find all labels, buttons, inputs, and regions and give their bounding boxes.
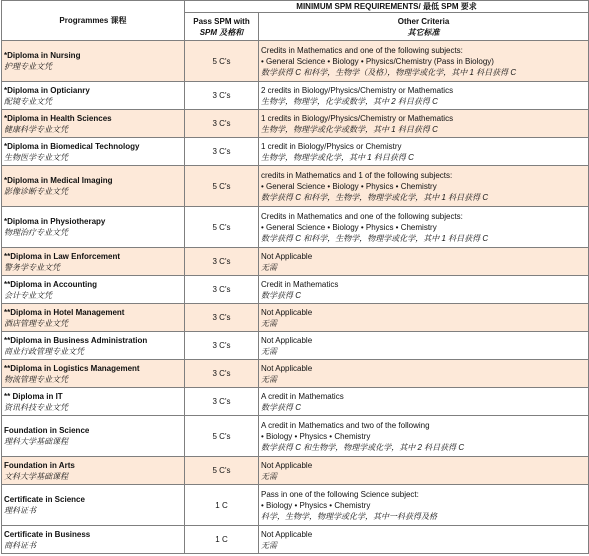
pass-spm-header-en: Pass SPM with [193,16,250,26]
pass-spm-cell: 5 C's [185,166,259,207]
programme-name-zh: 会计专业文凭 [4,290,52,300]
criteria-line: 无需 [261,318,277,328]
criteria-line: 数学获得 C 和科学，生物学，物理学或化学，其中 1 科目获得 C [261,233,489,243]
programme-cell [2,207,185,248]
programme-cell [2,248,185,276]
programme-name-zh: 理科证书 [4,506,36,515]
table-row [2,166,589,207]
programme-name-zh: 物理治疗专业文凭 [4,228,68,237]
programme-cell [2,82,185,110]
criteria-line: 2 credits in Biology/Physics/Chemistry or Mathematics [261,85,454,95]
programme-name-en: *Diploma in Opticianry [4,85,90,95]
programme-cell [2,388,185,416]
min-requirements-header: MINIMUM SPM REQUIREMENTS/ 最低 SPM 要求 [185,1,589,13]
programme-name-zh: 理科大学基础课程 [4,437,68,446]
other-criteria-header-en: Other Criteria [397,16,450,26]
criteria-cell [259,207,589,248]
criteria-cell [259,110,589,138]
pass-spm-header-zh: SPM 及格和 [199,27,244,37]
pass-spm-cell: 3 C's [185,110,259,138]
criteria-line: Credit in Mathematics [261,279,339,289]
criteria-cell [259,248,589,276]
criteria-line: 生物学，物理学或化学，其中 1 科目获得 C [261,152,414,162]
criteria-line: 生物学，物理学或化学或数学，其中 1 科目获得 C [261,124,438,134]
criteria-line: 1 credits in Biology/Physics/Chemistry or Mathematics [261,113,454,123]
programme-name-zh: 资讯科技专业文凭 [4,402,68,412]
criteria-line: 1 credit in Biology/Physics or Chemistry [261,141,402,151]
criteria-line: 数学获得 C [261,402,301,412]
criteria-cell [259,41,589,82]
programme-name-en: **Diploma in Accounting [4,279,98,289]
programme-name-en: **Diploma in Law Enforcement [4,251,121,261]
programme-name-en: *Diploma in Health Sciences [4,113,112,123]
criteria-cell [259,526,589,554]
criteria-line: Not Applicable [261,307,313,317]
pass-spm-cell: 1 C [185,526,259,554]
pass-spm-cell: 3 C's [185,332,259,360]
criteria-line: • Biology • Physics • Chemistry [261,500,371,510]
criteria-line: Pass in one of the following Science subject: [261,489,419,499]
criteria-cell [259,457,589,485]
criteria-line: Credits in Mathematics and one of the following subjects: [261,45,463,55]
pass-spm-cell: 5 C's [185,207,259,248]
other-criteria-header-zh: 其它标准 [407,27,440,37]
programme-name-zh: 商科证书 [4,540,36,550]
programme-name-en: *Diploma in Nursing [4,51,81,60]
programme-name-en: **Diploma in Business Administration [4,335,148,345]
programme-cell [2,526,185,554]
table-row [2,276,589,304]
criteria-line: A credit in Mathematics [261,391,344,401]
pass-spm-cell: 3 C's [185,82,259,110]
table-row [2,388,589,416]
criteria-cell [259,304,589,332]
criteria-line: 无需 [261,471,277,481]
programme-cell [2,304,185,332]
programme-name-en: *Diploma in Biomedical Technology [4,141,140,151]
programme-name-en: ** Diploma in IT [4,391,63,401]
criteria-line: Not Applicable [261,251,313,261]
pass-spm-cell: 5 C's [185,457,259,485]
programme-cell [2,360,185,388]
programme-name-zh: 生物医学专业文凭 [4,152,68,162]
criteria-line: Credits in Mathematics and one of the following subjects: [261,211,463,221]
pass-spm-cell: 3 C's [185,138,259,166]
other-criteria-header [259,13,589,41]
criteria-line: Not Applicable [261,363,313,373]
pass-spm-cell: 3 C's [185,276,259,304]
programme-name-zh: 警务学专业文凭 [4,262,60,272]
table-row [2,526,589,554]
programme-name-en: **Diploma in Hotel Management [4,307,125,317]
criteria-line: 数学获得 C 和科学，生物学（及格），物理学或化学，其中 1 科目获得 C [261,67,517,77]
criteria-line: 数学获得 C 和科学，生物学，物理学或化学，其中 1 科目获得 C [261,192,489,202]
programme-name-zh: 影像诊断专业文凭 [4,187,68,196]
criteria-line: • General Science • Biology • Physics • Chemistry [261,181,437,191]
criteria-line: • Biology • Physics • Chemistry [261,431,371,441]
table-row [2,485,589,526]
table-row [2,248,589,276]
programme-name-en: Certificate in Business [4,529,91,539]
programme-name-en: *Diploma in Medical Imaging [4,176,113,185]
table-row [2,332,589,360]
programme-name-zh: 配镜专业文凭 [4,96,52,106]
programmes-header: Programmes 课程 [2,1,185,41]
pass-spm-cell: 5 C's [185,416,259,457]
criteria-cell [259,276,589,304]
table-row [2,360,589,388]
programme-name-zh: 文科大学基础课程 [4,471,68,481]
programme-cell [2,457,185,485]
criteria-cell [259,416,589,457]
programme-cell [2,110,185,138]
programme-cell [2,166,185,207]
criteria-cell [259,138,589,166]
programme-cell [2,41,185,82]
programme-cell [2,416,185,457]
criteria-line: A credit in Mathematics and two of the following [261,420,430,430]
pass-spm-cell: 1 C [185,485,259,526]
criteria-line: 无需 [261,540,277,550]
table-row [2,207,589,248]
criteria-line: 生物学，物理学，化学或数学，其中 2 科目获得 C [261,96,438,106]
criteria-line: 科学，生物学，物理学或化学，其中一科获得及格 [261,511,437,521]
criteria-line: • General Science • Biology • Physics • Chemistry [261,222,437,232]
programme-name-zh: 护理专业文凭 [4,62,52,71]
requirements-table [1,0,589,554]
table-row [2,110,589,138]
pass-spm-cell: 3 C's [185,304,259,332]
criteria-line: • General Science • Biology • Physics/Chemistry (Pass in Biology) [261,56,494,66]
criteria-line: credits in Mathematics and 1 of the following subjects: [261,170,453,180]
table-row [2,138,589,166]
programme-cell [2,138,185,166]
table-row [2,416,589,457]
programme-name-en: Foundation in Science [4,426,90,435]
criteria-line: 无需 [261,374,277,384]
pass-spm-cell: 3 C's [185,388,259,416]
criteria-cell [259,485,589,526]
programme-name-zh: 酒店管理专业文凭 [4,318,68,328]
pass-spm-cell: 5 C's [185,41,259,82]
criteria-line: 数学获得 C 和生物学，物理学或化学，其中 2 科目获得 C [261,442,465,452]
criteria-line: 无需 [261,262,277,272]
criteria-cell [259,332,589,360]
criteria-cell [259,360,589,388]
pass-spm-cell: 3 C's [185,248,259,276]
criteria-line: Not Applicable [261,335,313,345]
programme-cell [2,276,185,304]
programme-name-zh: 商业行政管理专业文凭 [4,346,84,356]
programme-name-zh: 健康科学专业文凭 [4,124,68,134]
table-row [2,41,589,82]
criteria-cell [259,388,589,416]
programme-cell [2,485,185,526]
criteria-line: Not Applicable [261,460,313,470]
pass-spm-header [185,13,259,41]
programme-name-en: **Diploma in Logistics Management [4,363,140,373]
table-row [2,457,589,485]
criteria-cell [259,82,589,110]
programme-cell [2,332,185,360]
programme-name-en: *Diploma in Physiotherapy [4,217,106,226]
table-row [2,82,589,110]
programme-name-en: Certificate in Science [4,495,85,504]
programme-name-en: Foundation in Arts [4,460,75,470]
pass-spm-cell: 3 C's [185,360,259,388]
criteria-line: 数学获得 C [261,290,301,300]
criteria-cell [259,166,589,207]
programme-name-zh: 物流管理专业文凭 [4,374,68,384]
table-body [2,41,589,554]
table-row [2,304,589,332]
criteria-line: 无需 [261,346,277,356]
criteria-line: Not Applicable [261,529,313,539]
